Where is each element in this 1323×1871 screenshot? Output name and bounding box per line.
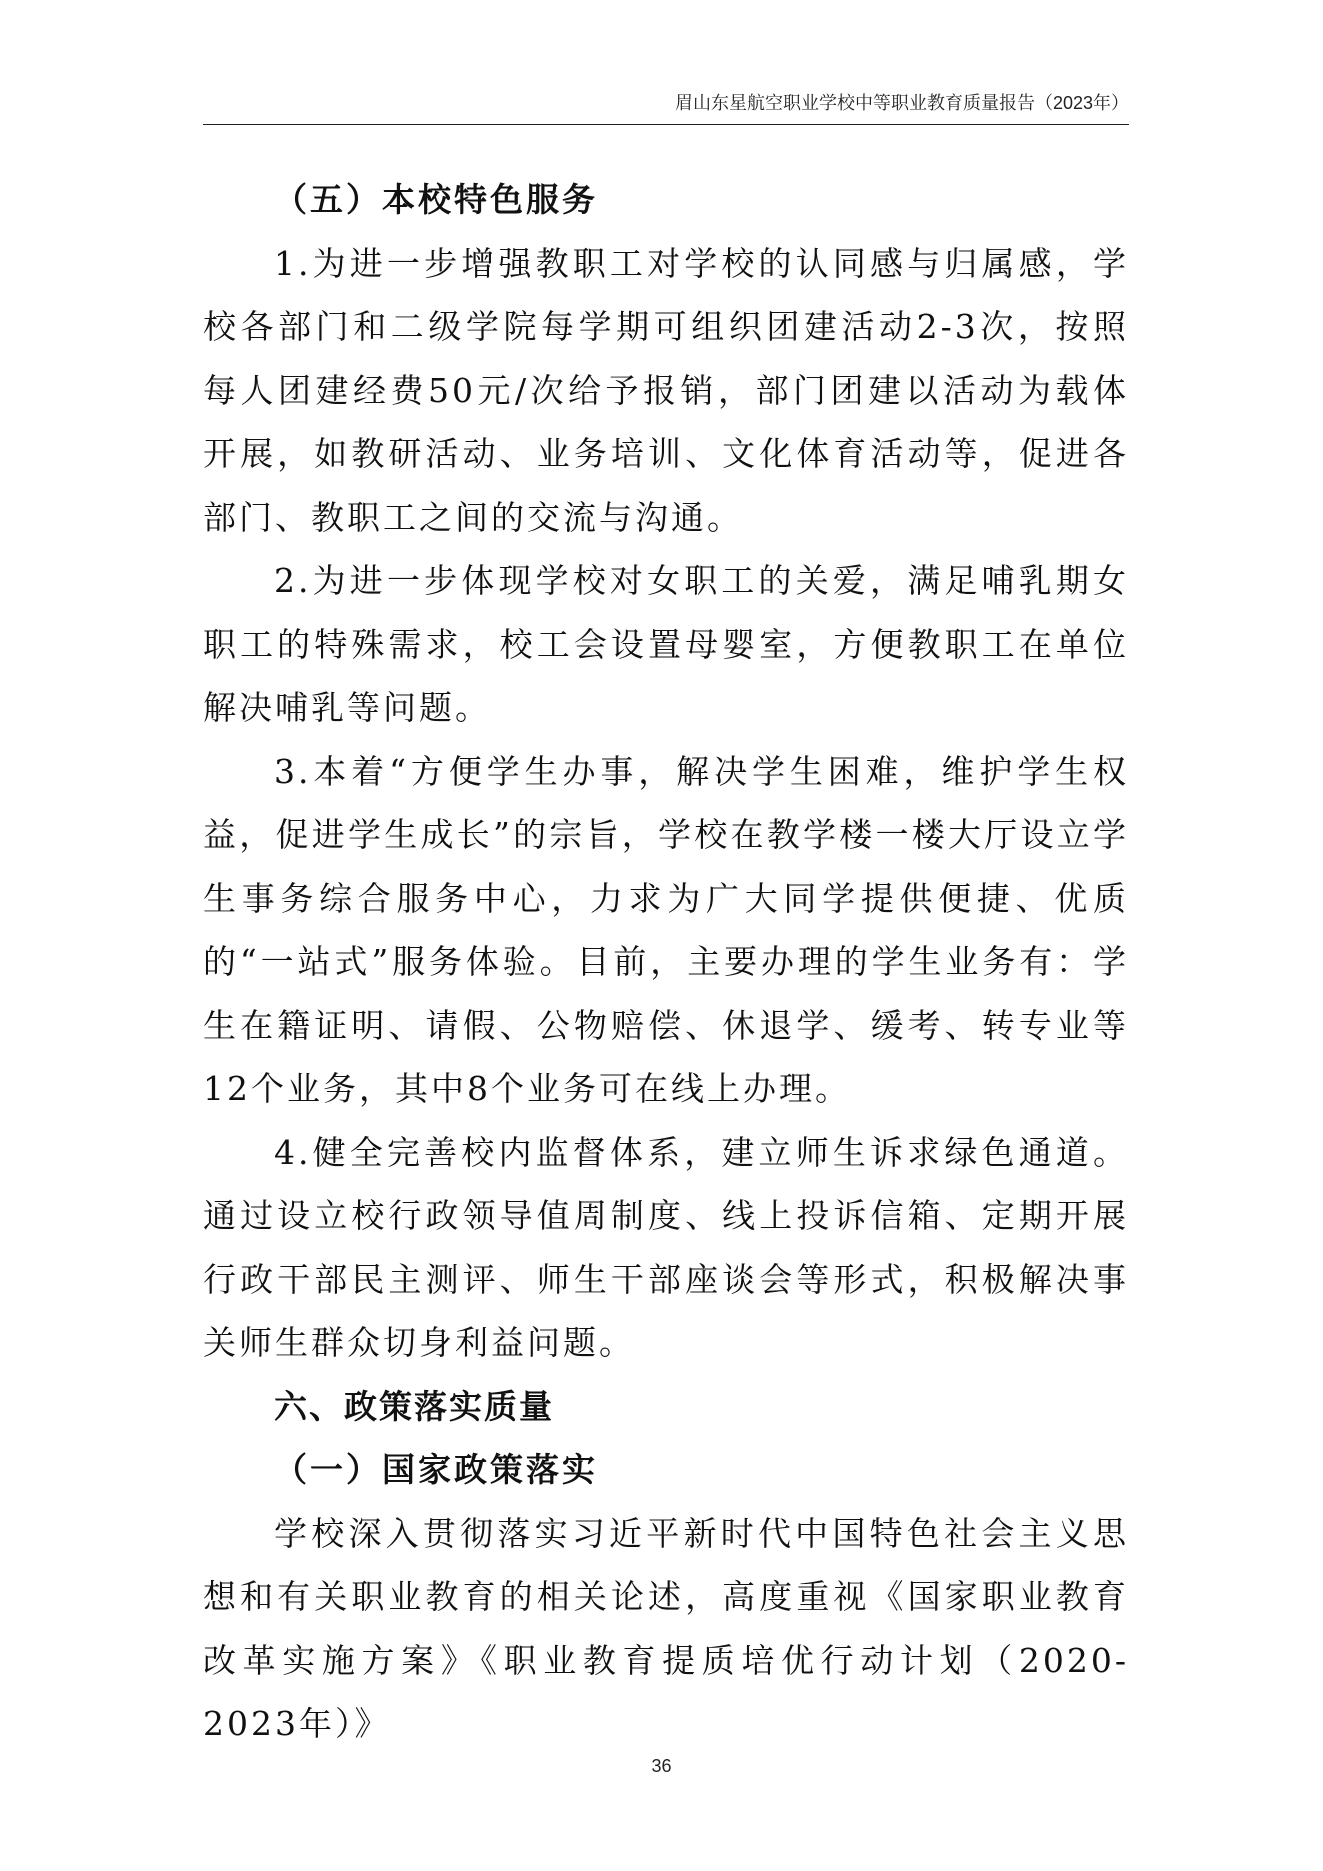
page-header — [203, 92, 1129, 125]
paragraph-team-building: 1.为进一步增强教职工对学校的认同感与归属感，学校各部门和二级学院每学期可组织团建活动2-3次，按照每人团建经费50元/次给予报销，部门团建以活动为载体开展，如教研活动、业务培训、文化体育活动等，促进各部门、教职工之间的交流与沟通。 — [203, 243, 1129, 537]
chapter-heading-policy-quality: 六、政策落实质量 — [274, 1386, 554, 1426]
paragraph-national-policy: 学校深入贯彻落实习近平新时代中国特色社会主义思想和有关职业教育的相关论述，高度重视《国家职业教育改革实施方案》《职业教育提质培优行动计划（2020-2023年）》 — [203, 1513, 1129, 1743]
page-number: 36 — [651, 1756, 672, 1776]
section-heading-special-services: （五）本校特色服务 — [274, 180, 598, 219]
header-title: 眉山东星航空职业学校中等职业教育质量报告（2023年） — [674, 93, 1129, 113]
document-body — [203, 168, 1129, 1756]
paragraph-student-service-center: 3.本着“方便学生办事，解决学生困难，维护学生权益，促进学生成长”的宗旨，学校在教学楼一楼大厅设立学生事务综合服务中心，力求为广大同学提供便捷、优质的“一站式”服务体验。目前，主要办理的学生业务有：学生在籍证明、请假、公物赔偿、休退学、缓考、转专业等12个业务，其中8个业务可在线上办理。 — [203, 751, 1129, 1108]
paragraph-mother-infant-room: 2.为进一步体现学校对女职工的关爱，满足哺乳期女职工的特殊需求，校工会设置母婴室，方便教职工在单位解决哺乳等问题。 — [203, 561, 1129, 727]
section-heading-national-policy: （一）国家政策落实 — [274, 1450, 598, 1489]
paragraph-supervision-system: 4.健全完善校内监督体系，建立师生诉求绿色通道。通过设立校行政领导值周制度、线上投诉信箱、定期开展行政干部民主测评、师生干部座谈会等形式，积极解决事关师生群众切身利益问题。 — [203, 1132, 1129, 1362]
